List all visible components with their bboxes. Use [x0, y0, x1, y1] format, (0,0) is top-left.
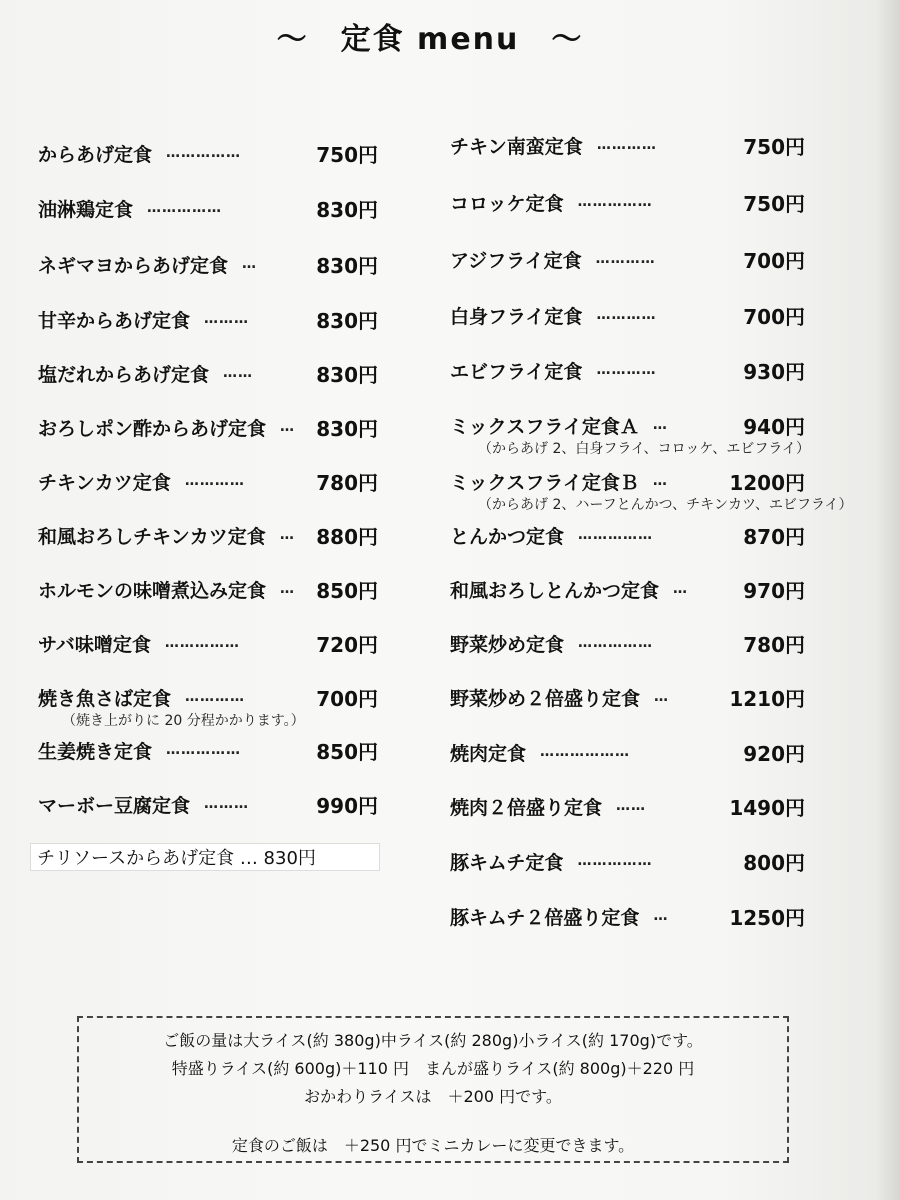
menu-item [450, 791, 805, 821]
item-price: 880円 [316, 524, 378, 549]
item-price: 830円 [316, 362, 378, 387]
item-price: 940円 [743, 414, 805, 439]
item-price: 830円 [316, 197, 378, 222]
menu-item [450, 846, 805, 876]
item-price: 780円 [743, 632, 805, 657]
leader-dots: …………… [578, 527, 654, 543]
leader-dots: …………… [147, 200, 223, 216]
item-price: 830円 [316, 308, 378, 333]
leader-dots: … [279, 527, 295, 543]
leader-dots: …………… [577, 853, 653, 869]
menu-item [38, 466, 378, 496]
item-name: 焼肉定食 [450, 742, 527, 765]
menu-item [450, 628, 805, 658]
item-name: エビフライ定食 [450, 360, 583, 383]
item-price: 700円 [743, 304, 805, 329]
menu-item [450, 466, 805, 496]
menu-item [38, 628, 378, 658]
menu-item [38, 735, 378, 765]
item-price: 750円 [743, 191, 805, 216]
menu-item [38, 789, 378, 819]
leader-dots: … [652, 473, 668, 489]
item-name: 豚キムチ定食 [450, 851, 564, 874]
item-price: 780円 [316, 470, 378, 495]
item-name: 甘辛からあげ定食 [38, 309, 191, 332]
leader-dots: …………… [164, 635, 240, 651]
menu-item [450, 682, 805, 712]
item-name: からあげ定食 [38, 143, 153, 166]
item-price: 700円 [743, 248, 805, 273]
leader-dots: …… [616, 798, 647, 814]
info-line-2: 特盛りライス(約 600g)＋110 円 まんが盛りライス(約 800g)＋220 円 [171, 1059, 695, 1078]
item-name: サバ味噌定食 [38, 633, 151, 656]
leader-dots: ………… [184, 473, 245, 489]
item-price: 750円 [316, 142, 378, 167]
item-price: 830円 [316, 416, 378, 441]
item-note: （からあげ 2、白身フライ、コロッケ、エビフライ） [478, 441, 810, 457]
item-price: 750円 [743, 134, 805, 159]
leader-dots: … [280, 581, 296, 597]
item-name: 豚キムチ２倍盛り定食 [450, 906, 640, 929]
leader-dots: ………… [596, 137, 657, 153]
item-price: 990円 [316, 793, 378, 818]
rice-info-box [77, 1016, 789, 1163]
item-name: 生姜焼き定食 [38, 740, 153, 763]
item-name: とんかつ定食 [450, 525, 565, 548]
menu-item [450, 355, 805, 385]
menu-item [38, 249, 378, 279]
item-price: 920円 [743, 741, 805, 766]
leader-dots: ……… [204, 311, 250, 327]
menu-item [38, 304, 378, 334]
item-name: マーボー豆腐定食 [38, 794, 191, 817]
item-price: 850円 [316, 578, 378, 603]
leader-dots: ……… [204, 796, 250, 812]
leader-dots: ………… [596, 307, 657, 323]
item-price: 1210円 [729, 686, 805, 711]
item-name: 野菜炒め２倍盛り定食 [450, 687, 641, 710]
item-price: 870円 [743, 524, 805, 549]
leader-dots: … [242, 256, 258, 272]
item-name: アジフライ定食 [450, 249, 582, 272]
menu-item [450, 244, 805, 274]
item-price: 1490円 [729, 795, 805, 820]
item-name: コロッケ定食 [450, 192, 564, 215]
item-price: 800円 [743, 850, 805, 875]
menu-title: ～ 定食 menu ～ [276, 22, 584, 57]
leader-dots: ………… [596, 362, 657, 378]
info-line-4: 定食のご飯は ＋250 円でミニカレーに変更できます。 [231, 1136, 635, 1155]
item-name: チキンカツ定食 [38, 471, 171, 494]
menu-item [38, 520, 378, 550]
menu-item [450, 901, 805, 931]
menu-item [450, 410, 805, 440]
menu-item [38, 574, 378, 604]
item-name: 和風おろしチキンカツ定食 [38, 525, 266, 548]
leader-dots: …………… [578, 635, 654, 651]
leader-dots: … [673, 581, 689, 597]
item-note: （焼き上がりに 20 分程かかります。） [62, 713, 305, 729]
item-price: 1250円 [729, 905, 805, 930]
menu-item [450, 187, 805, 217]
item-name: 野菜炒め定食 [450, 633, 565, 656]
item-name: 焼き魚さば定食 [38, 687, 172, 710]
item-name: ネギマヨからあげ定食 [38, 254, 229, 277]
leader-dots: ………… [185, 689, 246, 705]
leader-dots: … [654, 689, 670, 705]
leader-dots: ………… [595, 251, 656, 267]
page-edge [878, 0, 900, 1200]
menu-item [38, 682, 378, 712]
leader-dots: … [280, 419, 296, 435]
item-price: 720円 [316, 632, 378, 657]
menu-item [450, 300, 805, 330]
leader-dots: ……………… [540, 744, 631, 760]
leader-dots: …………… [166, 145, 242, 161]
menu-item [38, 193, 378, 223]
boxed-menu-item: チリソースからあげ定食 … 830円 [30, 843, 380, 871]
item-price: 700円 [316, 686, 378, 711]
leader-dots: …………… [166, 742, 242, 758]
leader-dots: … [652, 417, 668, 433]
leader-dots: … [653, 908, 669, 924]
leader-dots: …… [223, 365, 254, 381]
item-note: （からあげ 2、ハーフとんかつ、チキンカツ、エビフライ） [478, 497, 853, 513]
menu-item [38, 138, 378, 168]
item-name: 塩だれからあげ定食 [38, 363, 210, 386]
menu-item [450, 574, 805, 604]
info-line-3: おかわりライスは ＋200 円です。 [304, 1087, 562, 1106]
menu-item [450, 130, 805, 160]
item-name: ミックスフライ定食Ｂ [450, 471, 639, 494]
item-price: 1200円 [729, 470, 805, 495]
leader-dots: …………… [577, 194, 653, 210]
item-name: ミックスフライ定食Ａ [450, 415, 639, 438]
menu-item [450, 520, 805, 550]
item-name: チキン南蛮定食 [450, 135, 583, 158]
item-name: 和風おろしとんかつ定食 [450, 579, 660, 602]
item-price: 930円 [743, 359, 805, 384]
item-name: ホルモンの味噌煮込み定食 [38, 579, 267, 602]
item-name: 焼肉２倍盛り定食 [450, 796, 603, 819]
menu-item [38, 358, 378, 388]
item-name: 白身フライ定食 [450, 305, 583, 328]
menu-item [38, 412, 378, 442]
item-name: 油淋鶏定食 [38, 198, 134, 221]
info-line-1: ご飯の量は大ライス(約 380g)中ライス(約 280g)小ライス(約 170g)です。 [163, 1031, 703, 1050]
item-price: 850円 [316, 739, 378, 764]
item-name: おろしポン酢からあげ定食 [38, 417, 267, 440]
item-price: 830円 [316, 253, 378, 278]
item-price: 970円 [743, 578, 805, 603]
menu-item [450, 737, 805, 767]
